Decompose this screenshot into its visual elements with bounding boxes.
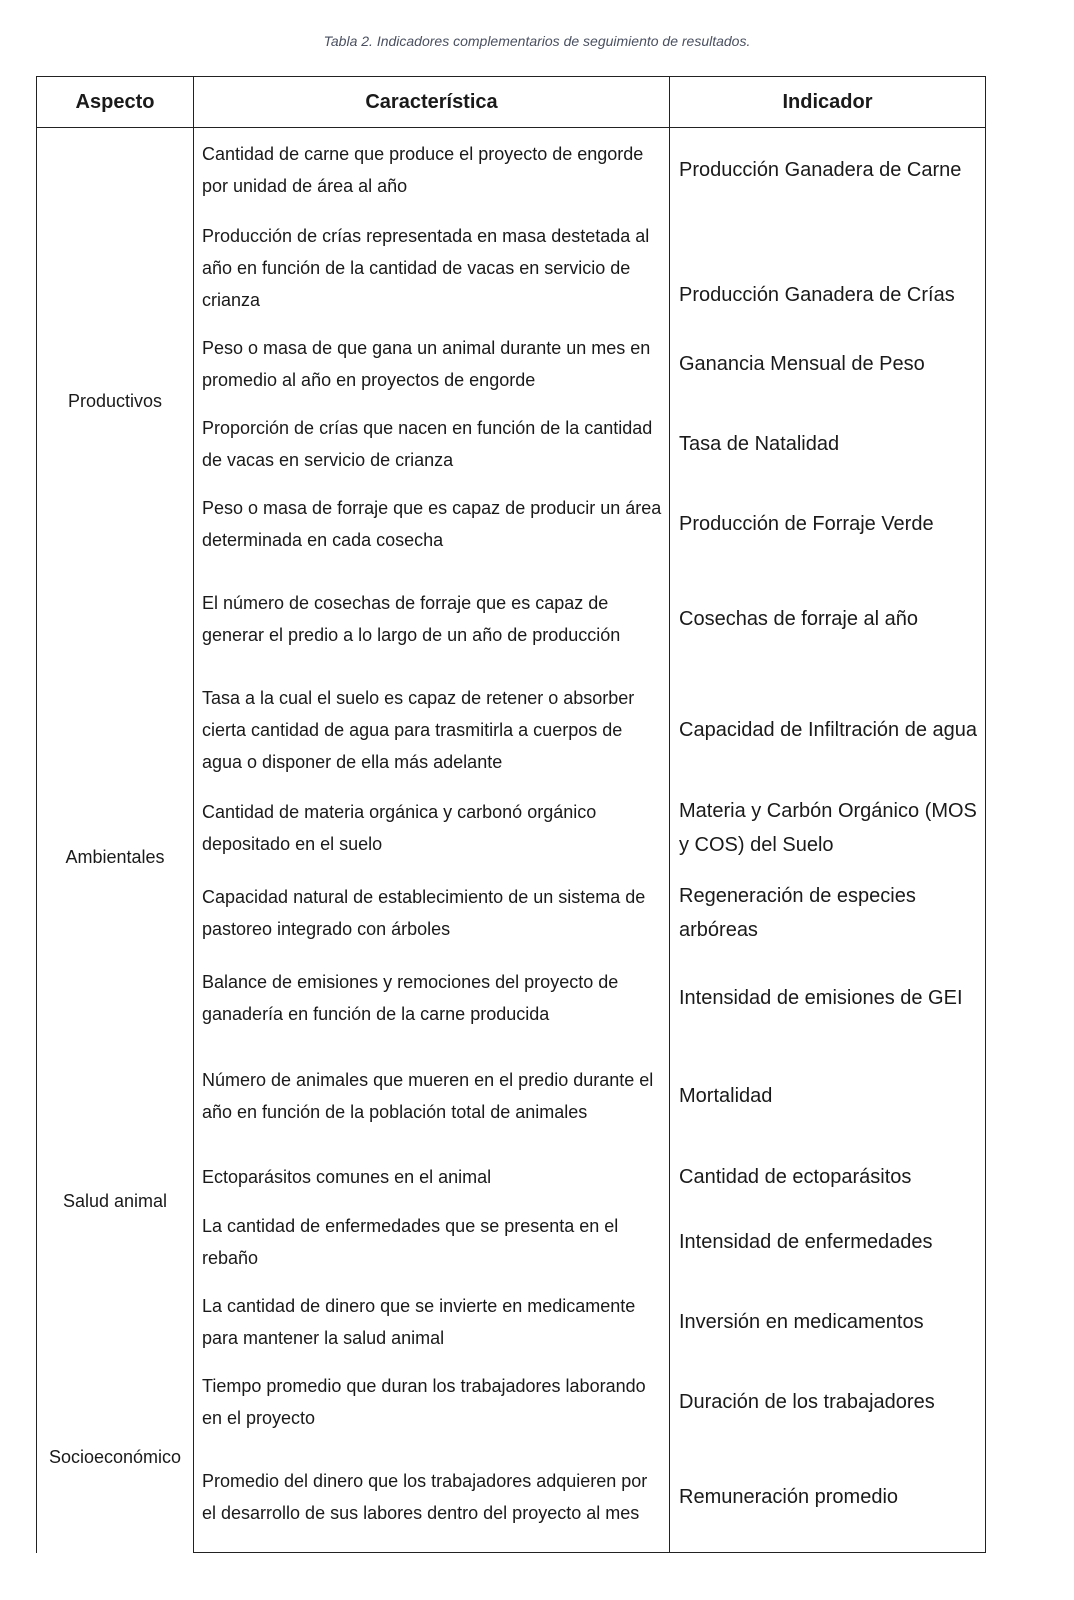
characteristic-cell: La cantidad de enfermedades que se presenta en el rebaño — [194, 1202, 670, 1282]
indicator-cell: Producción Ganadera de Crías — [670, 213, 986, 324]
indicators-table — [36, 76, 986, 1553]
characteristic-cell: Promedio del dinero que los trabajadores adquieren por el desarrollo de sus labores dentro del proyecto al mes — [194, 1442, 670, 1553]
characteristic-cell: Tiempo promedio que duran los trabajadores laborando en el proyecto — [194, 1362, 670, 1442]
characteristic-cell: Proporción de crías que nacen en función de la cantidad de vacas en servicio de crianza — [194, 404, 670, 484]
characteristic-cell: El número de cosechas de forraje que es capaz de generar el predio a lo largo de un año de producción — [194, 564, 670, 675]
header-aspect: Aspecto — [37, 77, 194, 128]
characteristic-cell: Cantidad de materia orgánica y carbonó orgánico depositado en el suelo — [194, 786, 670, 871]
characteristic-cell: Peso o masa de que gana un animal durante un mes en promedio al año en proyectos de engorde — [194, 324, 670, 404]
indicator-cell: Producción Ganadera de Carne — [670, 128, 986, 213]
indicator-cell: Cantidad de ectoparásitos — [670, 1152, 986, 1202]
table-row — [37, 675, 986, 786]
characteristic-cell: Ectoparásitos comunes en el animal — [194, 1152, 670, 1202]
aspect-cell: Salud animal — [37, 1041, 194, 1362]
characteristic-cell: Número de animales que mueren en el predio durante el año en función de la población total de animales — [194, 1041, 670, 1152]
table-row — [37, 1362, 986, 1442]
aspect-cell: Socioeconómico — [37, 1362, 194, 1553]
indicator-cell: Remuneración promedio — [670, 1442, 986, 1553]
table-row — [37, 128, 986, 213]
characteristic-cell: Cantidad de carne que produce el proyecto de engorde por unidad de área al año — [194, 128, 670, 213]
indicator-cell: Cosechas de forraje al año — [670, 564, 986, 675]
indicator-cell: Intensidad de emisiones de GEI — [670, 956, 986, 1041]
header-indicator: Indicador — [670, 77, 986, 128]
characteristic-cell: Balance de emisiones y remociones del proyecto de ganadería en función de la carne producida — [194, 956, 670, 1041]
indicator-cell: Regeneración de especies arbóreas — [670, 871, 986, 956]
indicator-cell: Materia y Carbón Orgánico (MOS y COS) del Suelo — [670, 786, 986, 871]
header-characteristic: Característica — [194, 77, 670, 128]
indicator-cell: Tasa de Natalidad — [670, 404, 986, 484]
aspect-cell: Ambientales — [37, 675, 194, 1041]
indicator-cell: Mortalidad — [670, 1041, 986, 1152]
indicator-cell: Capacidad de Infiltración de agua — [670, 675, 986, 786]
indicator-cell: Producción de Forraje Verde — [670, 484, 986, 564]
characteristic-cell: La cantidad de dinero que se invierte en medicamente para mantener la salud animal — [194, 1282, 670, 1362]
indicator-cell: Intensidad de enfermedades — [670, 1202, 986, 1282]
table-caption: Tabla 2. Indicadores complementarios de seguimiento de resultados. — [323, 33, 751, 49]
indicator-cell: Duración de los trabajadores — [670, 1362, 986, 1442]
indicator-cell: Ganancia Mensual de Peso — [670, 324, 986, 404]
aspect-cell: Productivos — [37, 128, 194, 675]
characteristic-cell: Producción de crías representada en masa destetada al año en función de la cantidad de vacas en servicio de crianza — [194, 213, 670, 324]
indicator-cell: Inversión en medicamentos — [670, 1282, 986, 1362]
characteristic-cell: Tasa a la cual el suelo es capaz de retener o absorber cierta cantidad de agua para trasmitirla a cuerpos de agua o disponer de ella más adelante — [194, 675, 670, 786]
characteristic-cell: Capacidad natural de establecimiento de un sistema de pastoreo integrado con árboles — [194, 871, 670, 956]
table-row — [37, 1041, 986, 1152]
header-row — [37, 77, 986, 128]
characteristic-cell: Peso o masa de forraje que es capaz de producir un área determinada en cada cosecha — [194, 484, 670, 564]
